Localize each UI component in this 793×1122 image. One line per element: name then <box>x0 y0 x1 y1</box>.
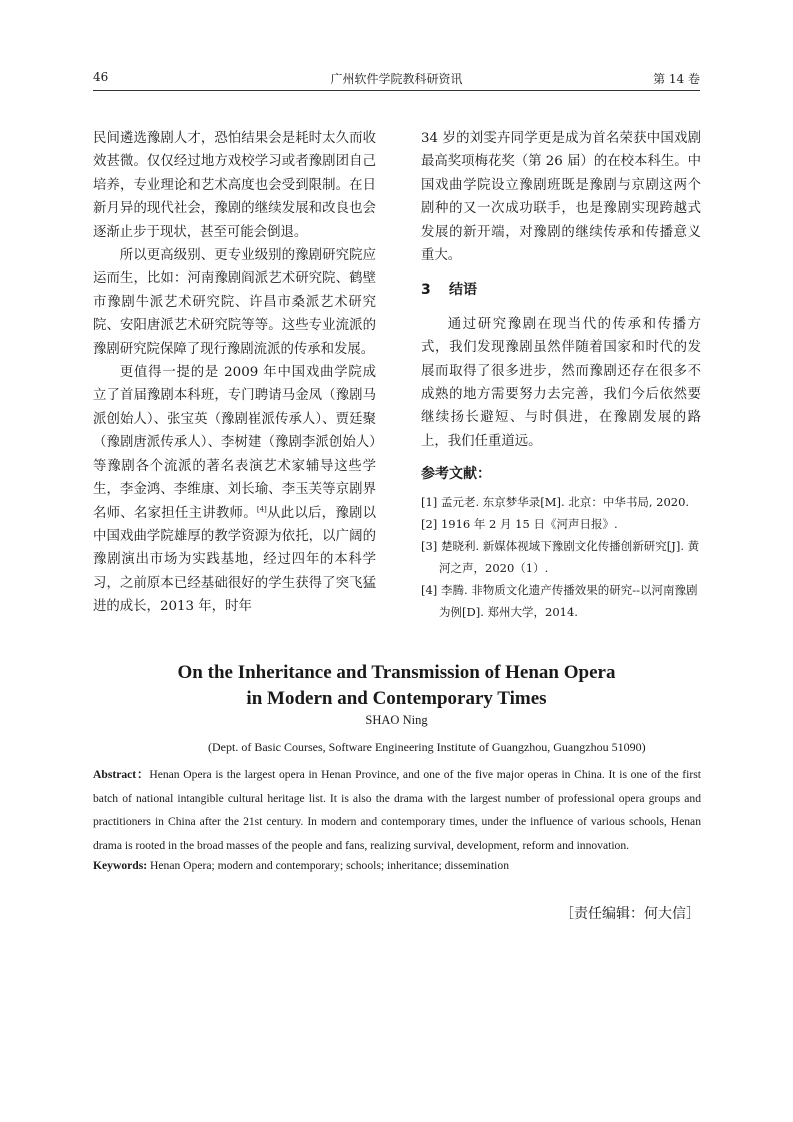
abstract-text: Henan Opera is the largest opera in Henan Province, and one of the five major operas in China. It is one of the first batch of national intangible cultural heritage list. It is also the drama with the largest number of professional opera groups and practitioners in China after the 21st century. In modern and contemporary times, under the influence of various schools, Henan drama is rooted in the broad masses of the people and fans, realizing survival, development, reform and innovation. <box>93 768 701 852</box>
body-paragraph-4: 34 岁的刘雯卉同学更是成为首名荣获中国戏剧最高奖项梅花奖（第 26 届）的在校本科生。中国戏曲学院设立豫剧班既是豫剧与京剧这两个剧种的又一次成功联手，也是豫剧实现跨越式发展的新开端，对豫剧的继续传承和传播意义重大。 <box>421 131 701 264</box>
body-paragraph-3-text: 更值得一提的是 2009 年中国戏曲学院成立了首届豫剧本科班，专门聘请马金凤（豫剧马派创始人）、张宝英（豫剧崔派传承人）、贾廷聚（豫剧唐派传承人）、李树建（豫剧李派创始人）等豫剧各个流派的著名表演艺术家辅导这些学生，李金鸿、李维康、刘长瑜、李玉芙等京剧界名师、名家担任主讲教师。 <box>93 365 376 521</box>
citation-marker[interactable]: [4] <box>256 505 267 514</box>
keywords-text: Henan Opera; modern and contemporary; schools; inheritance; dissemination <box>150 859 509 872</box>
english-abstract <box>93 763 701 857</box>
english-title <box>0 660 793 712</box>
reference-item-2: [2] 1916 年 2 月 15 日《河声日报》. <box>421 516 618 531</box>
reference-list <box>421 491 701 623</box>
english-title-line-2: in Modern and Contemporary Times <box>246 688 547 709</box>
body-paragraph-3-continuation: 从此以后，豫剧以中国戏曲学院雄厚的教学资源为依托，以广阔的豫剧演出市场为实践基地，经过四年的本科学习，之前原本已经基础很好的学生获得了突飞猛进的成长，2013 年，时年 <box>93 505 377 615</box>
reference-item-3: [3] 楚晓利. 新媒体视域下豫剧文化传播创新研究[J]. 黄河之声，2020（1）. <box>421 538 700 575</box>
author-affiliation: (Dept. of Basic Courses, Software Engineering Institute of Guangzhou, Guangzhou 51090) <box>208 740 646 754</box>
volume-label: 第 14 卷 <box>653 72 700 86</box>
section-number: 3 <box>421 282 431 299</box>
section-title: 结语 <box>449 282 477 299</box>
english-keywords <box>93 856 701 876</box>
references-heading: 参考文献： <box>421 466 491 483</box>
body-paragraph-1: 民间遴选豫剧人才，恐怕结果会是耗时太久而收效甚微。仅仅经过地方戏校学习或者豫剧团自己培养，专业理论和艺术高度也会受到限制。在日新月异的现代社会，豫剧的继续发展和改良也会逐渐止步于现状，甚至可能会倒退。 <box>93 131 376 240</box>
right-column <box>421 127 701 623</box>
left-column <box>93 127 376 619</box>
english-title-line-1: On the Inheritance and Transmission of Henan Opera <box>177 662 616 683</box>
keywords-label: Keywords: <box>93 859 148 872</box>
author-name: SHAO Ning <box>365 713 428 727</box>
conclusion-paragraph: 通过研究豫剧在现当代的传承和传播方式，我们发现豫剧虽然伴随着国家和时代的发展而取得了很多进步，然而豫剧还存在很多不成熟的地方需要努力去完善，我们今后依然要继续扬长避短、与时俱进，在豫剧发展的路上，我们任重道远。 <box>421 316 701 449</box>
abstract-label: Abstract： <box>93 768 150 781</box>
page-number: 46 <box>93 70 109 84</box>
editor-note: ［责任编辑：何大信］ <box>560 906 700 922</box>
header-divider <box>93 90 700 91</box>
reference-item-1: [1] 孟元老. 东京梦华录[M]. 北京：中华书局, 2020. <box>421 494 690 509</box>
body-paragraph-2: 所以更高级别、更专业级别的豫剧研究院应运而生，比如：河南豫剧阎派艺术研究院、鹤壁市豫剧牛派艺术研究院、许昌市桑派艺术研究院、安阳唐派艺术研究院等等。这些专业流派的豫剧研究院保障了现行豫剧流派的传承和发展。 <box>93 248 376 357</box>
journal-title: 广州软件学院教科研资讯 <box>330 72 463 86</box>
body-paragraph-3 <box>93 361 376 618</box>
section-heading <box>421 279 701 302</box>
reference-item-4: [4] 李腾. 非物质文化遗产传播效果的研究--以河南豫剧为例[D]. 郑州大学，2014. <box>421 582 698 619</box>
